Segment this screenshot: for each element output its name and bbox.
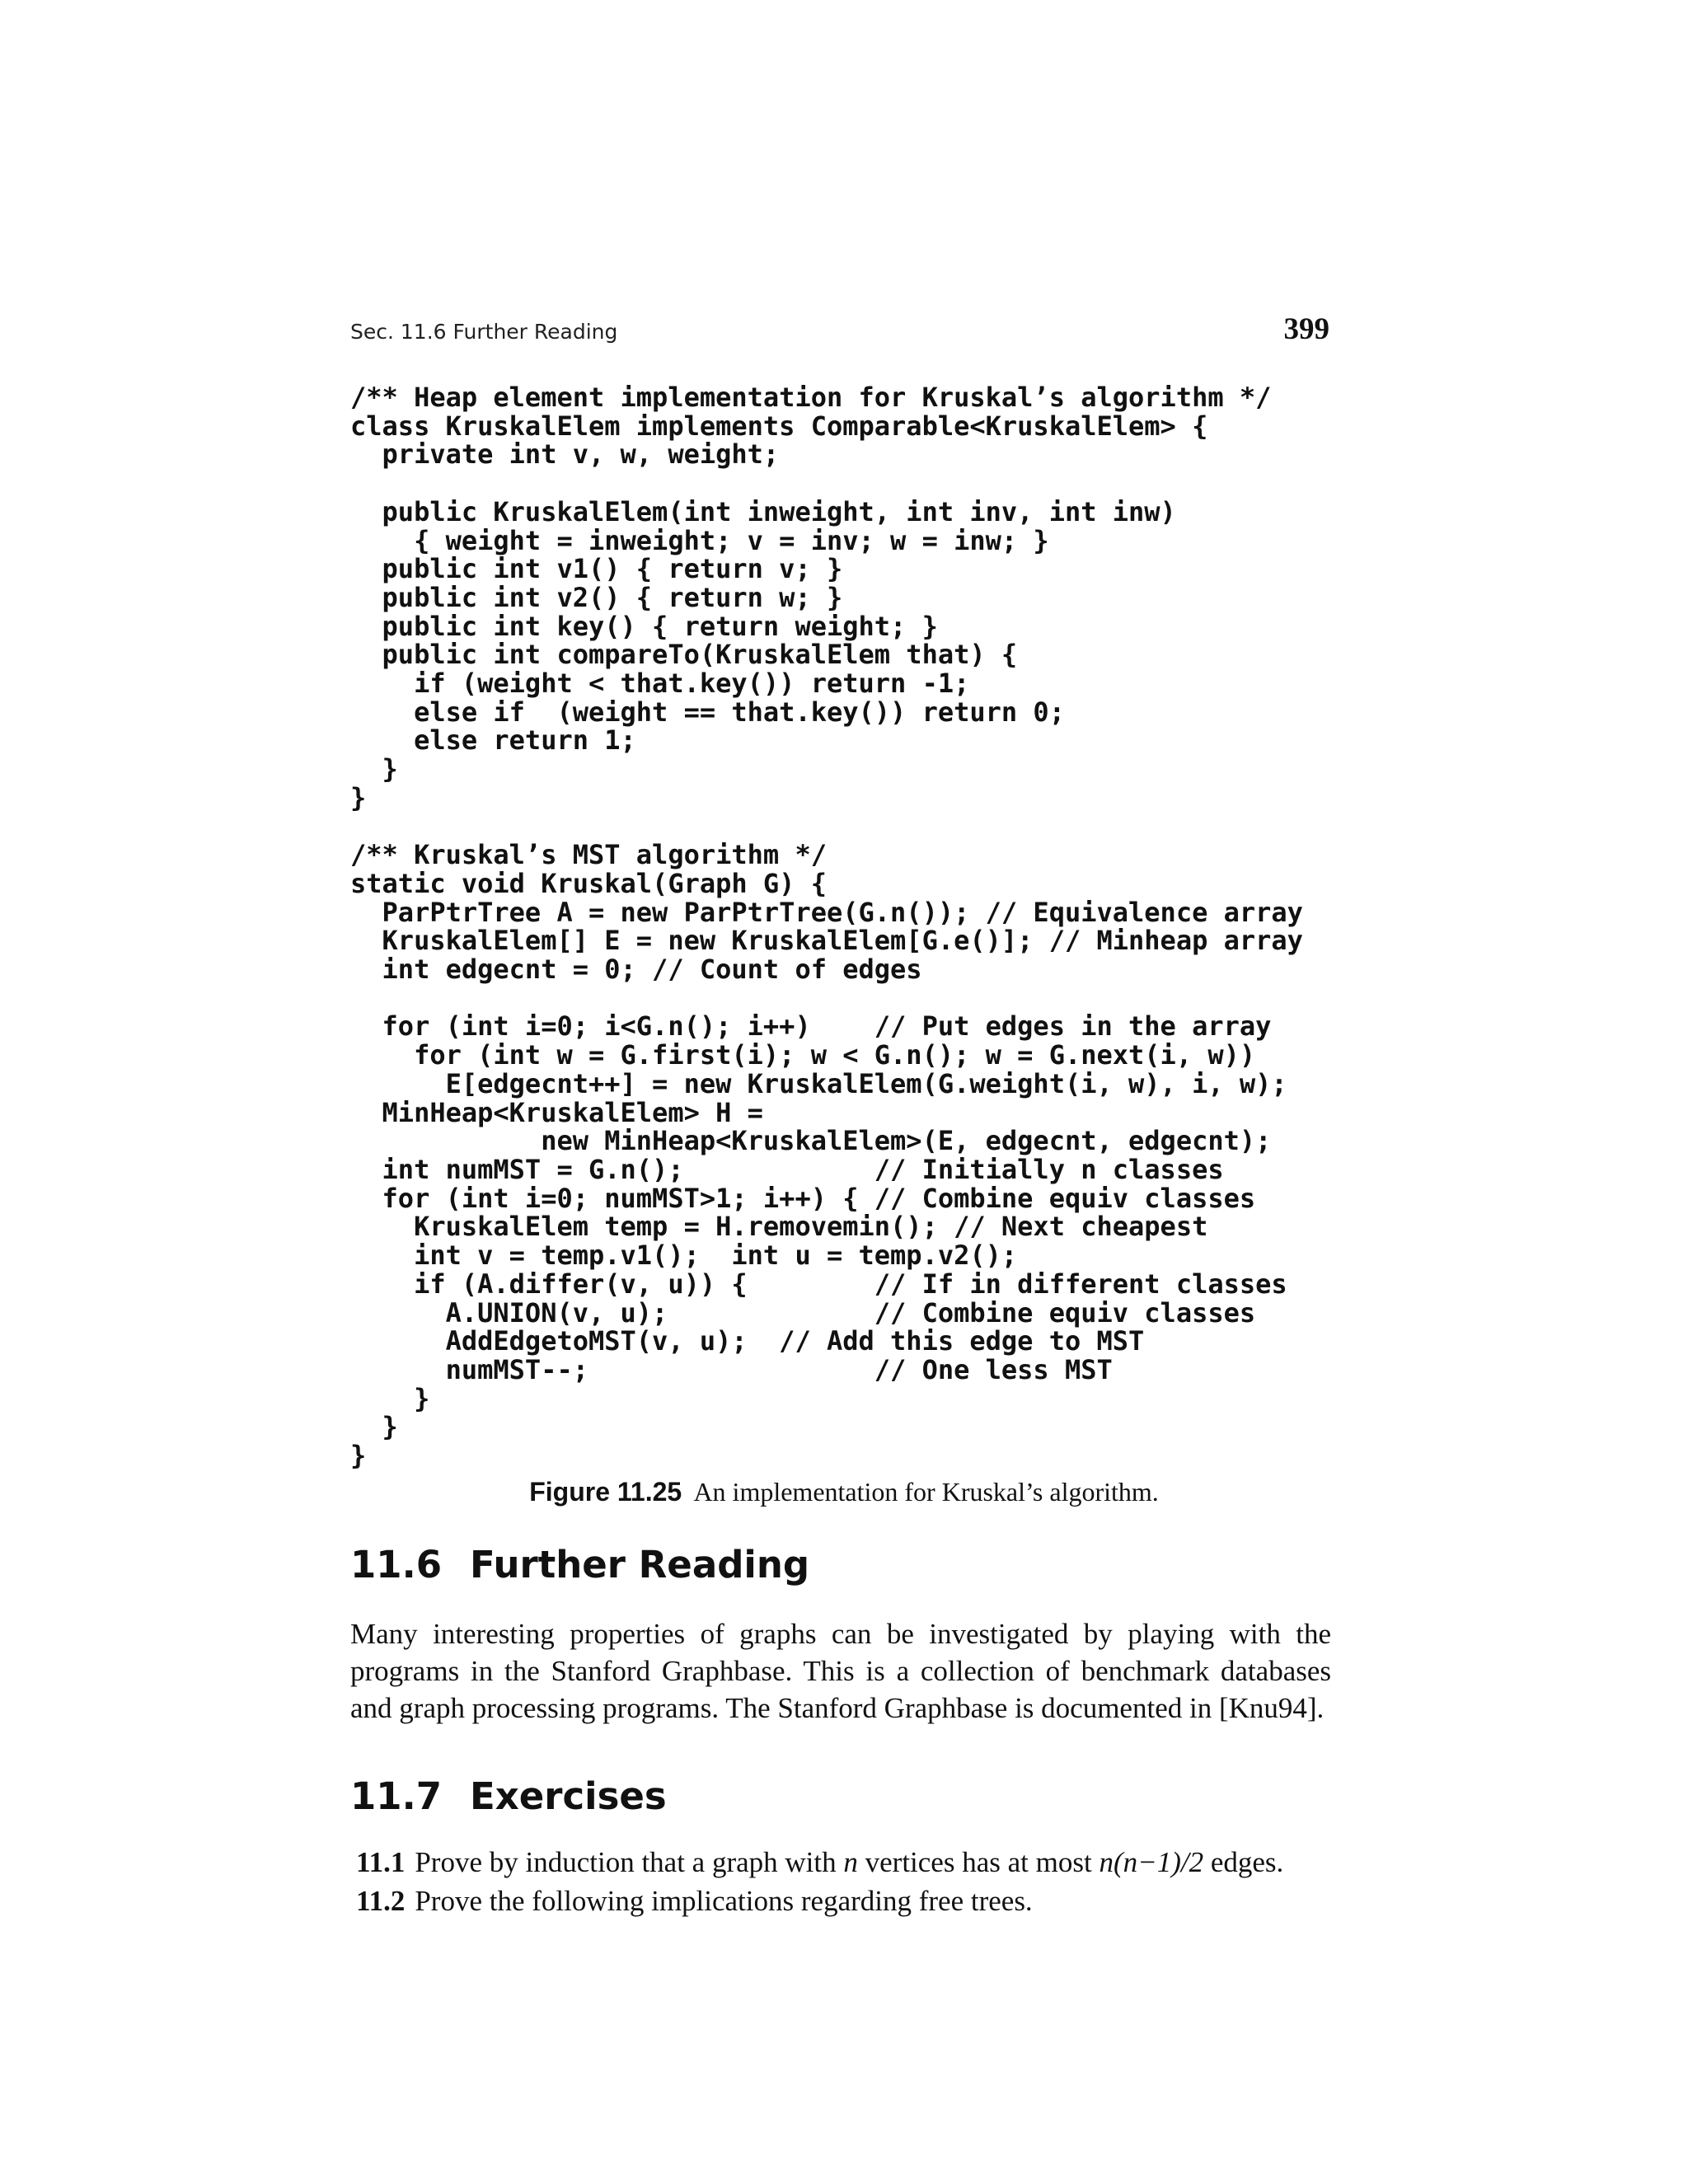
exercise-item xyxy=(356,1885,1033,1918)
code-line: } xyxy=(350,781,367,813)
code-line: public int key() { return weight; } xyxy=(350,610,938,642)
code-line: } xyxy=(350,753,398,785)
exercise-text: Prove the following implications regarding free trees. xyxy=(415,1885,1033,1917)
figure-label: Figure 11.25 xyxy=(529,1477,682,1507)
section-title: Further Reading xyxy=(470,1543,810,1586)
code-listing xyxy=(350,383,1303,1470)
code-line: MinHeap<KruskalElem> H = xyxy=(350,1096,763,1128)
code-line: numMST--; // One less MST xyxy=(350,1353,1113,1385)
code-line: } xyxy=(350,1411,398,1443)
section-title: Exercises xyxy=(470,1774,667,1818)
exercise-text: Prove by induction that a graph with xyxy=(415,1846,844,1878)
code-line: for (int i=0; numMST>1; i++) { // Combine equiv classes xyxy=(350,1182,1256,1214)
code-line: } xyxy=(350,1440,367,1472)
code-line: for (int i=0; i<G.n(); i++) // Put edges in the array xyxy=(350,1010,1272,1043)
figure-caption xyxy=(0,1477,1688,1507)
code-line: public int compareTo(KruskalElem that) { xyxy=(350,639,1018,671)
exercise-text: edges. xyxy=(1203,1846,1284,1878)
code-line: E[edgecnt++] = new KruskalElem(G.weight(i, w), i, w); xyxy=(350,1067,1287,1099)
section-number: 11.7 xyxy=(350,1774,443,1818)
running-head: Sec. 11.6 Further Reading xyxy=(350,320,618,344)
code-line: public KruskalElem(int inweight, int inv, int inw) xyxy=(350,495,1176,527)
code-line: for (int w = G.first(i); w < G.n(); w = G.next(i, w)) xyxy=(350,1039,1256,1071)
code-line: KruskalElem temp = H.removemin(); // Next cheapest xyxy=(350,1211,1208,1243)
exercise-number: 11.1 xyxy=(356,1846,406,1878)
code-line: if (weight < that.key()) return -1; xyxy=(350,668,970,700)
code-line: public int v1() { return v; } xyxy=(350,553,843,585)
code-line: { weight = inweight; v = inv; w = inw; } xyxy=(350,524,1049,556)
code-line: int v = temp.v1(); int u = temp.v2(); xyxy=(350,1240,1018,1272)
code-line: AddEdgetoMST(v, u); // Add this edge to MST xyxy=(350,1325,1145,1357)
section-heading-further-reading xyxy=(350,1543,809,1586)
page-number: 399 xyxy=(1283,312,1329,346)
exercise-item xyxy=(356,1846,1283,1879)
code-line: else if (weight == that.key()) return 0; xyxy=(350,696,1065,728)
section-number: 11.6 xyxy=(350,1543,443,1586)
code-line: new MinHeap<KruskalElem>(E, edgecnt, edgecnt); xyxy=(350,1125,1272,1157)
exercise-text: vertices has at most xyxy=(857,1846,1100,1878)
code-line: public int v2() { return w; } xyxy=(350,581,843,613)
code-line: static void Kruskal(Graph G) { xyxy=(350,867,827,899)
code-line: int numMST = G.n(); // Initially n classes xyxy=(350,1153,1224,1185)
code-line: KruskalElem[] E = new KruskalElem[G.e()]; // Minheap array xyxy=(350,925,1303,957)
exercise-number: 11.2 xyxy=(356,1885,406,1917)
further-reading-paragraph: Many interesting properties of graphs can be investigated by playing with the programs in the Stanford Graphbase. This is a collection of benchmark databases and graph processing programs. The Stanford Graphbase is documented in [Knu94]. xyxy=(350,1618,1331,1724)
code-line: class KruskalElem implements Comparable<KruskalElem> { xyxy=(350,410,1208,442)
code-line: ParPtrTree A = new ParPtrTree(G.n()); // Equivalence array xyxy=(350,896,1303,928)
math-n: n xyxy=(843,1846,858,1878)
section-heading-exercises xyxy=(350,1774,667,1818)
code-line: A.UNION(v, u); // Combine equiv classes xyxy=(350,1296,1256,1329)
math-expression: n(n−1)/2 xyxy=(1099,1846,1204,1878)
code-line: /** Heap element implementation for Kruskal’s algorithm */ xyxy=(350,382,1272,413)
code-line: if (A.differ(v, u)) { // If in different classes xyxy=(350,1268,1287,1300)
code-line: /** Kruskal’s MST algorithm */ xyxy=(350,839,827,871)
code-line: int edgecnt = 0; // Count of edges xyxy=(350,954,922,986)
figure-caption-text: An implementation for Kruskal’s algorithm. xyxy=(693,1477,1159,1507)
code-line: } xyxy=(350,1382,430,1414)
code-line: else return 1; xyxy=(350,724,636,757)
code-line: private int v, w, weight; xyxy=(350,438,780,471)
